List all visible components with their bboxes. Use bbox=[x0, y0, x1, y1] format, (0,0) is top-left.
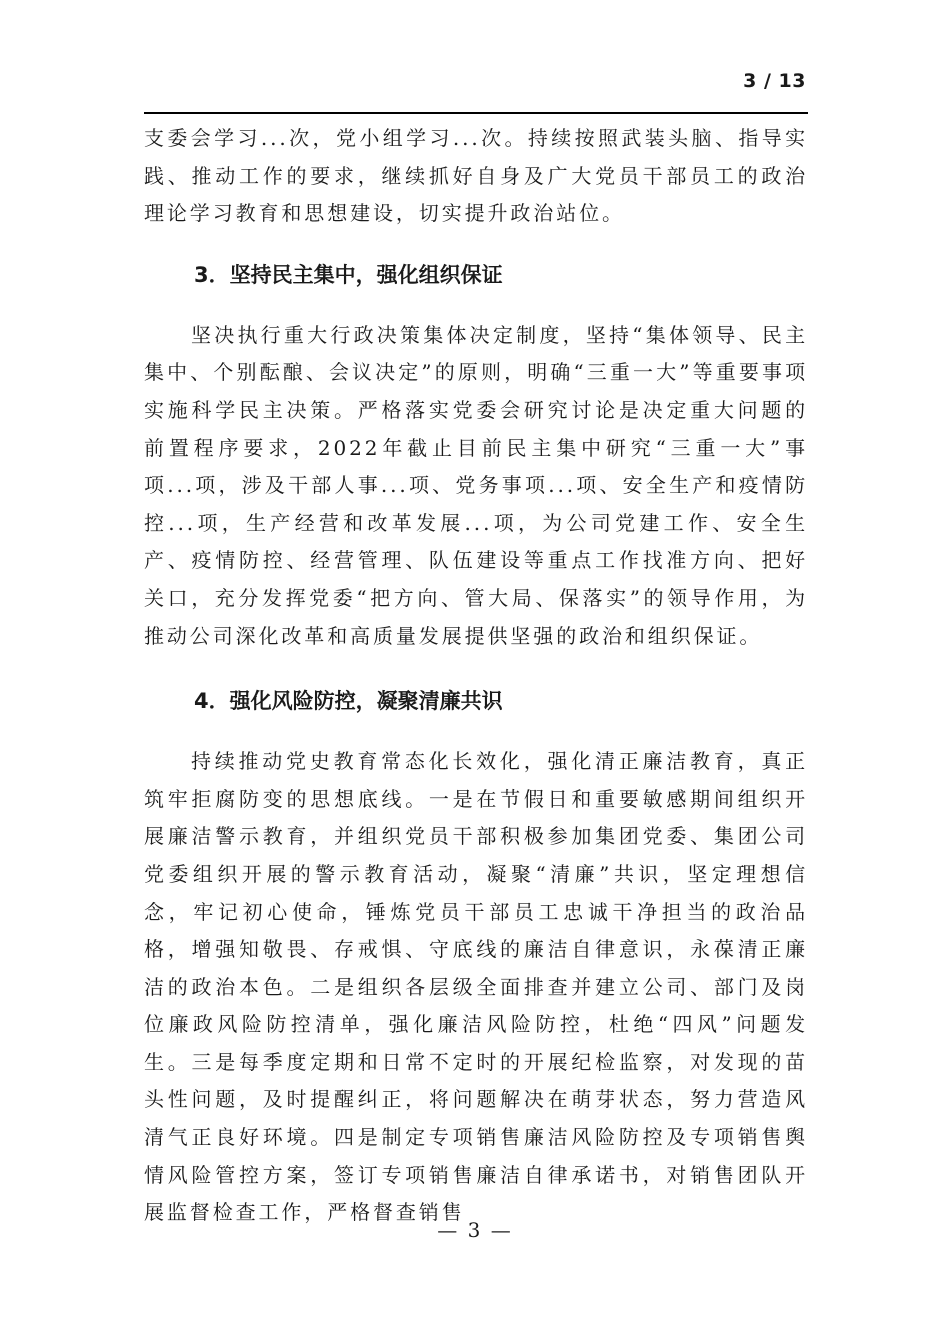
paragraph-3: 持续推动党史教育常态化长效化，强化清正廉洁教育，真正筑牢拒腐防变的思想底线。一是在节假日和重要敏感期间组织开展廉洁警示教育，并组织党员干部积极参加集团党委、集团公司党委组织开展的警示教育活动，凝聚“清廉”共识，坚定理想信念，牢记初心使命，锤炼党员干部员工忠诚干净担当的政治品格，增强知敬畏、存戒惧、守底线的廉洁自律意识，永葆清正廉洁的政治本色。二是组织各层级全面排查并建立公司、部门及岗位廉政风险防控清单，强化廉洁风险防控，杜绝“四风”问题发生。三是每季度定期和日常不定时的开展纪检监察，对发现的苗头性问题，及时提醒纠正，将问题解决在萌芽状态，努力营造风清气正良好环境。四是制定专项销售廉洁风险防控及专项销售舆情风险管控方案，签订专项销售廉洁自律承诺书，对销售团队开展监督检查工作，严格督查销售 bbox=[144, 749, 808, 1225]
section-heading-3: 3．坚持民主集中，强化组织保证 bbox=[194, 262, 503, 287]
page-counter: 3 / 13 bbox=[743, 70, 806, 92]
paragraph-1: 支委会学习...次，党小组学习...次。持续按照武装头脑、指导实践、推动工作的要求，继续抓好自身及广大党员干部员工的政治理论学习教育和思想建设，切实提升政治站位。 bbox=[144, 126, 808, 226]
document-body bbox=[144, 120, 808, 1232]
header-divider bbox=[144, 112, 808, 114]
section-heading-4: 4．强化风险防控，凝聚清廉共识 bbox=[194, 689, 503, 714]
paragraph-2: 坚决执行重大行政决策集体决定制度，坚持“集体领导、民主集中、个别酝酿、会议决定”的原则，明确“三重一大”等重要事项实施科学民主决策。严格落实党委会研究讨论是决定重大问题的前置程序要求，2022年截止目前民主集中研究“三重一大”事项...项，涉及干部人事...项、党务事项...项、安全生产和疫情防控...项，生产经营和改革发展...项，为公司党建工作、安全生产、疫情防控、经营管理、队伍建设等重点工作找准方向、把好关口，充分发挥党委“把方向、管大局、保落实”的领导作用，为推动公司深化改革和高质量发展提供坚强的政治和组织保证。 bbox=[144, 322, 808, 648]
footer-page-number: — 3 — bbox=[437, 1218, 513, 1242]
